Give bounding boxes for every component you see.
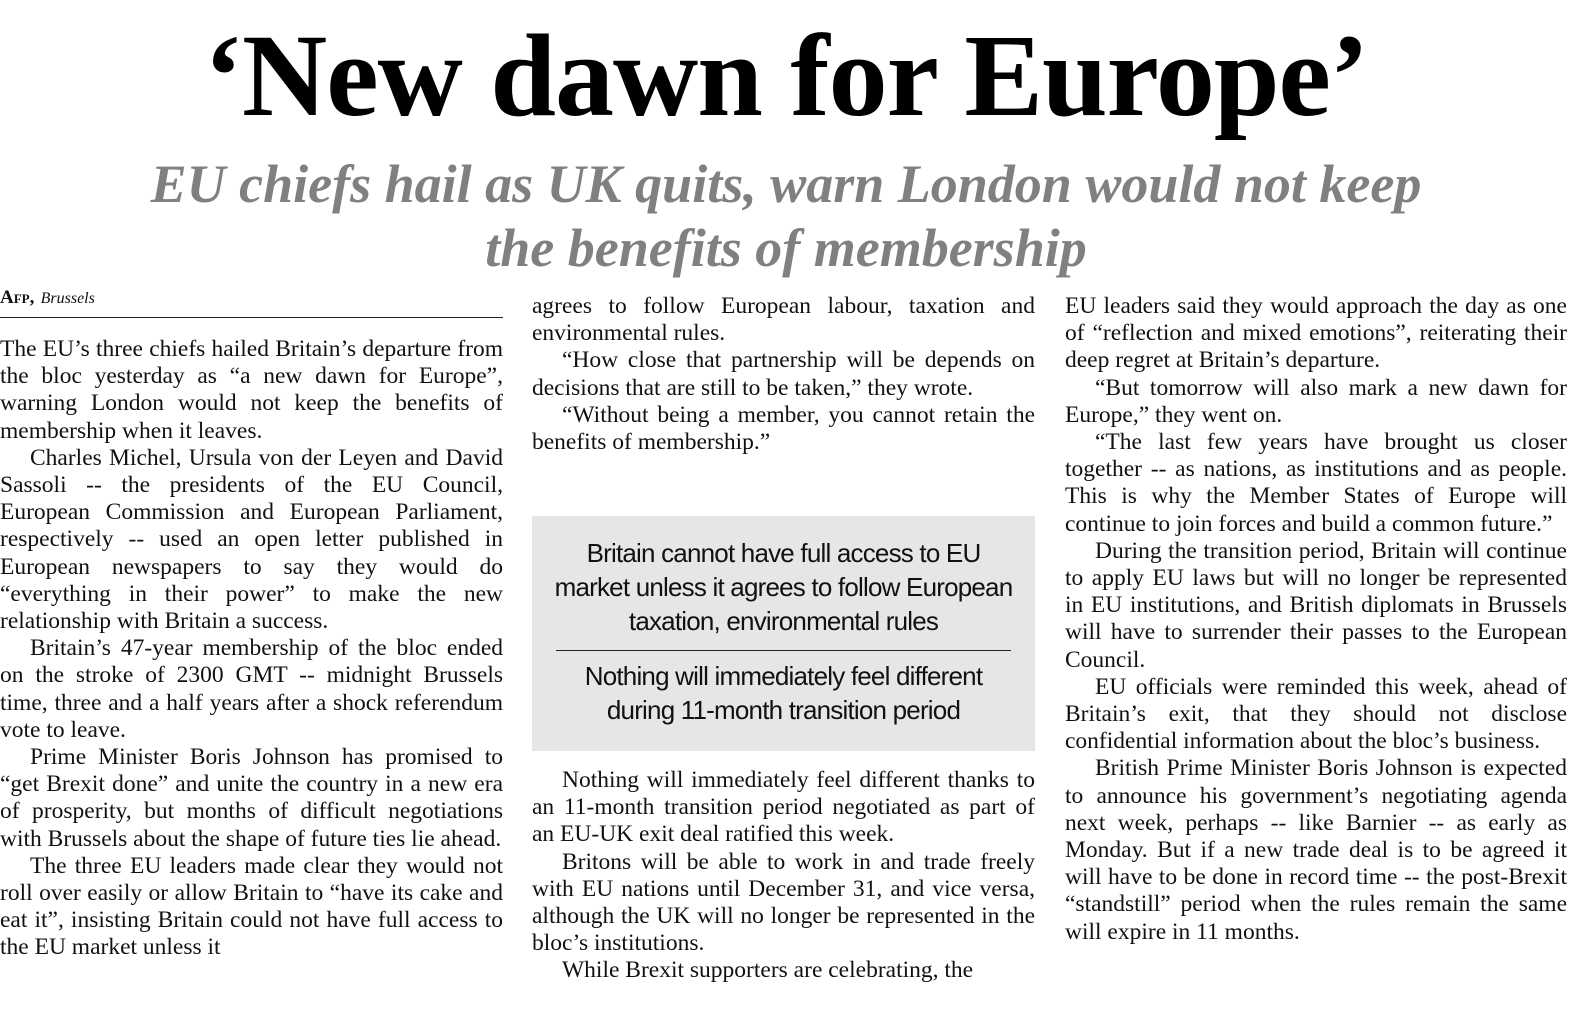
paragraph: While Brexit supporters are celebrating, the [562,957,974,984]
pull-quote-2: Nothing will immediately feel different during 11-month transition period [584,661,983,725]
paragraph: The EU’s three chiefs hailed Britain’s departure from the bloc yesterday as “a new dawn for Europe”, warning London would not keep the benefits of membership when it leaves. [0,336,503,444]
paragraph: Nothing will immediately feel different thanks to an 11-month transition period negotiated as part of an EU-UK exit deal ratified this week. [532,767,1035,848]
article-column-2-top [532,293,1035,456]
byline-location: Brussels [40,290,95,307]
paragraph: “But tomorrow will also mark a new dawn for Europe,” they went on. [1065,374,1567,428]
headline: ‘New dawn for Europe’ [203,10,1369,141]
paragraph: “How close that partnership will be depends on decisions that are still to be taken,” they wrote. [532,347,1035,401]
pull-quote-divider [556,650,1011,651]
byline [0,287,503,318]
paragraph: “Without being a member, you cannot retain the benefits of membership.” [532,401,1035,456]
paragraph: Britain’s 47-year membership of the bloc ended on the stroke of 2300 GMT -- midnight Brussels time, three and a half years after a shock referendum vote to leave. [0,635,503,743]
paragraph: agrees to follow European labour, taxation and environmental rules. [532,293,1035,347]
paragraph: EU officials were reminded this week, ahead of Britain’s exit, that they should not disclose confidential information about the bloc’s business. [1065,673,1567,755]
paragraph: “The last few years have brought us closer together -- as nations, as institutions and as people. This is why the Member States of Europe will continue to join forces and build a common future.” [1065,429,1567,537]
paragraph: During the transition period, Britain will continue to apply EU laws but will no longer be represented in EU institutions, and British diplomats in Brussels will have to surrender their passes to the European Council. [1065,537,1567,673]
paragraph: The three EU leaders made clear they would not roll over easily or allow Britain to “have its cake and eat it”, insisting Britain could not have full access to the EU market unless it [0,852,503,961]
byline-agency: Afp, [0,287,35,308]
pull-quote-box [532,516,1035,751]
paragraph: Prime Minister Boris Johnson has promised to “get Brexit done” and unite the country in a new era of prosperity, but months of difficult negotiations with Brussels about the shape of future ties lie ahead. [0,744,503,852]
paragraph: EU leaders said they would approach the day as one of “reflection and mixed emotions”, reiterating their deep regret at Britain’s departure. [1065,293,1567,374]
article-column-3 [1065,293,1567,946]
pull-quote-1: Britain cannot have full access to EU market unless it agrees to follow European taxation, environmental rules [554,538,1013,636]
paragraph: Charles Michel, Ursula von der Leyen and David Sassoli -- the presidents of the EU Council, European Commission and European Parliament, respectively -- used an open letter published in European newspapers to say they would do “everything in their power” to make the new relationship with Britain a success. [0,444,503,635]
article-column-1 [0,336,503,962]
paragraph: British Prime Minister Boris Johnson is expected to announce his government’s negotiating agenda next week, perhaps -- like Barnier -- as early as Monday. But if a new trade deal is to be agreed it will have to be done in record time -- the post-Brexit “standstill” period when the rules remain the same will expire in 11 months. [1065,755,1567,945]
subheadline: EU chiefs hail as UK quits, warn London would not keep the benefits of membership [150,154,1422,278]
paragraph: Britons will be able to work in and trade freely with EU nations until December 31, and vice versa, although the UK will no longer be represented in the bloc’s institutions. [532,848,1035,957]
article-column-2-bottom [532,767,1035,985]
